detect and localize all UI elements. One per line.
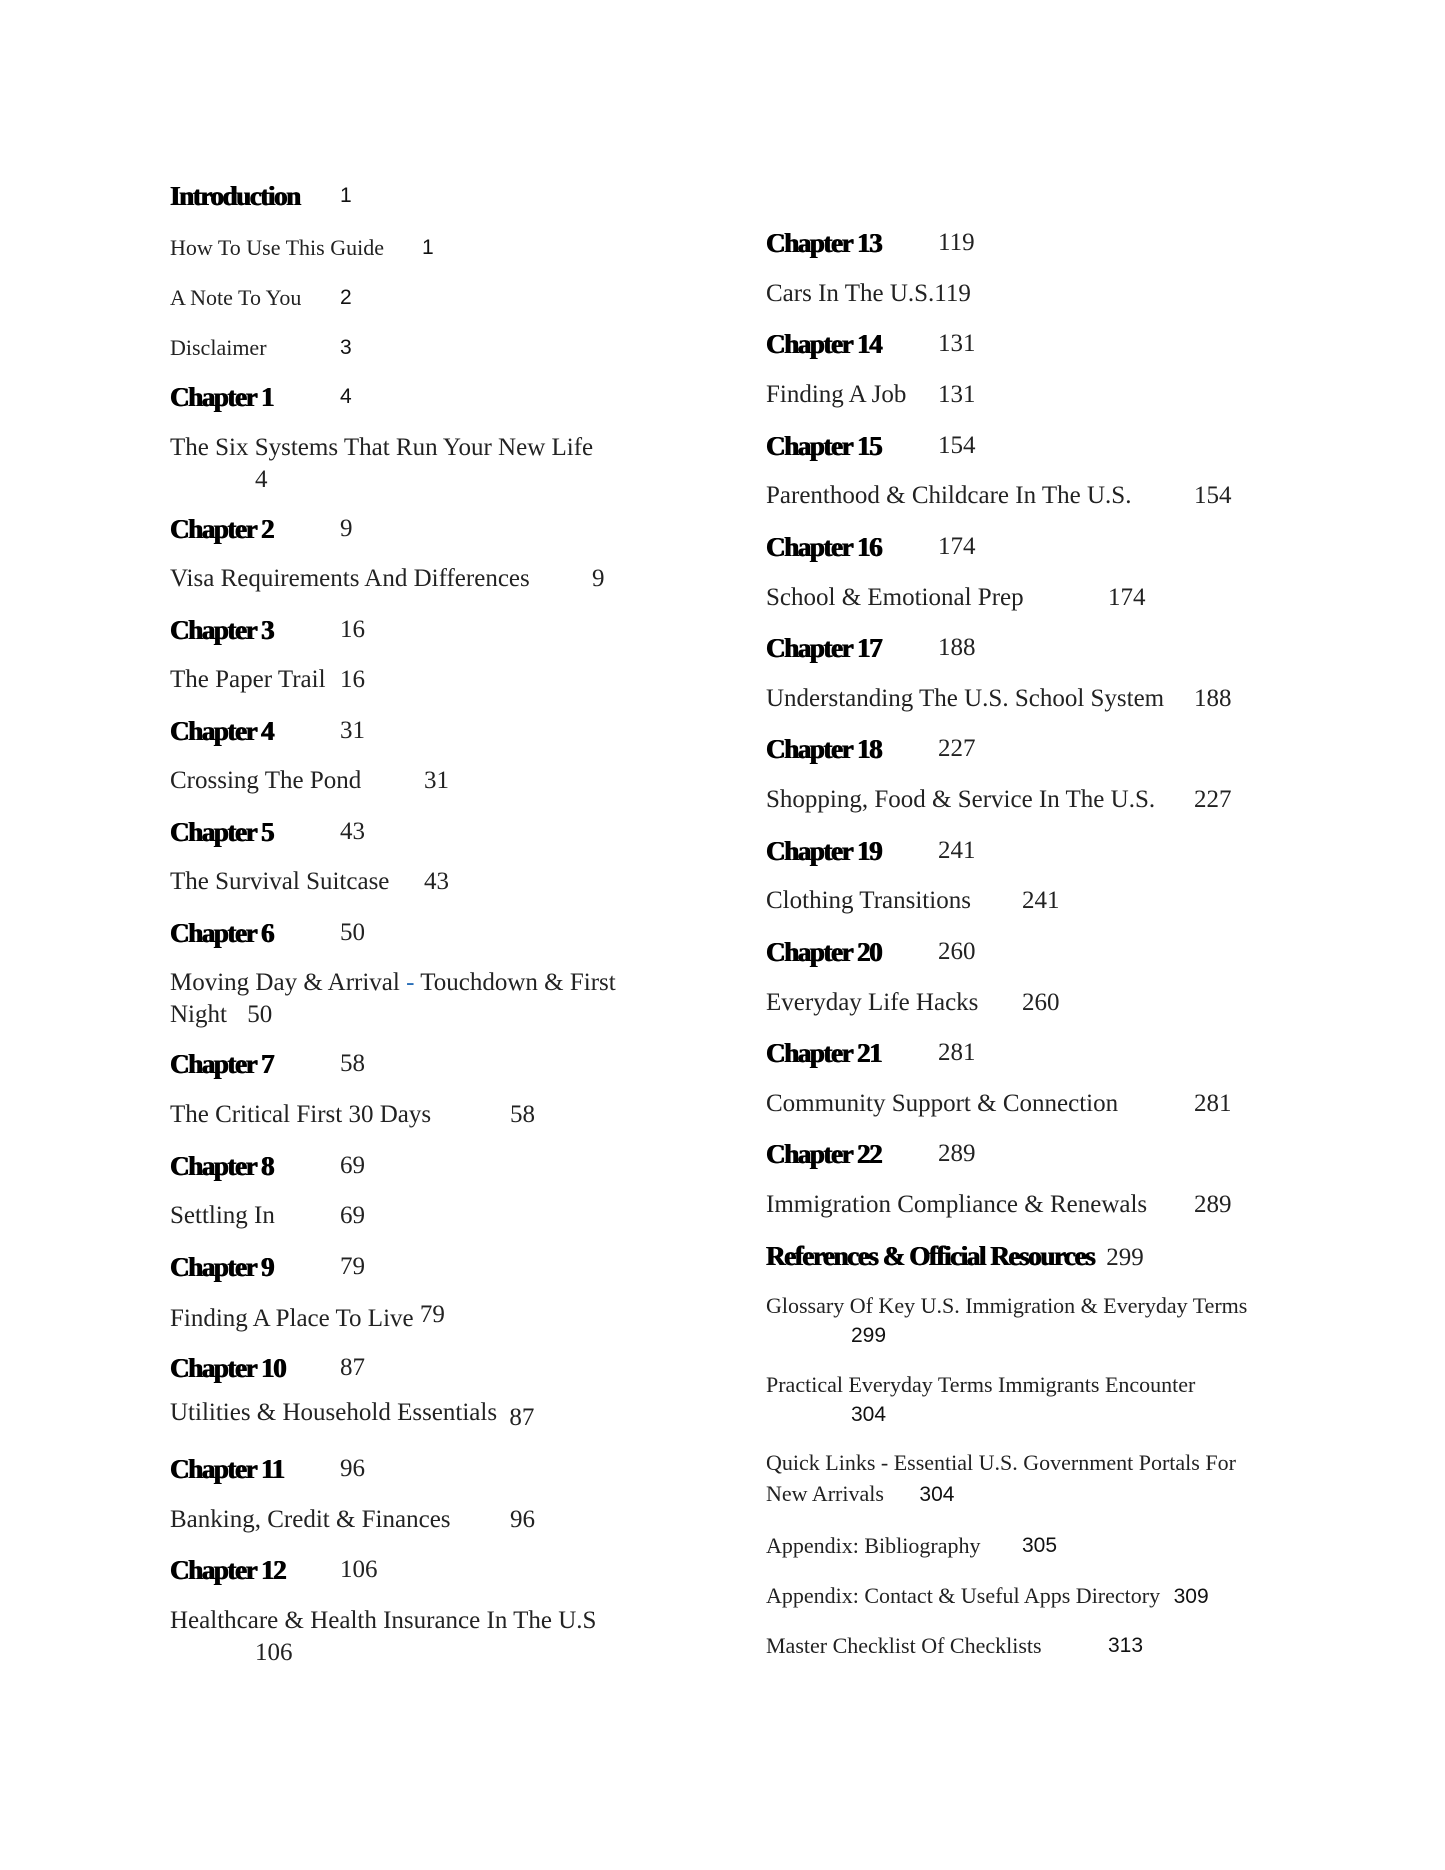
toc-page-number: 313 [1108,1634,1144,1657]
toc-page-number: 106 [255,1639,293,1666]
toc-page-number: 131 [938,381,976,408]
toc-page-number: 305 [1022,1534,1058,1557]
toc-page-number: 79 [419,1301,445,1328]
toc-entry-title: Clothing Transitions [766,887,971,914]
toc-page-number: 69 [340,1202,365,1229]
toc-page-number: 174 [938,533,976,560]
toc-entry-title: Community Support & Connection [766,1090,1119,1117]
toc-page-number: 50 [340,919,365,946]
toc-entry-glossary[interactable] [766,1290,1247,1350]
toc-entry-chapter-22-title[interactable] [766,1189,1232,1221]
toc-page-number: 241 [1022,887,1060,914]
toc-page-number: 4 [340,385,352,408]
toc-heading-title: Chapter 19 [766,836,882,866]
toc-entry-chapter-13-title[interactable] [766,278,971,310]
toc-heading-chapter-5[interactable] [170,816,365,848]
toc-entry-title: Quick Links - Essential U.S. Government Portals For [766,1450,1236,1475]
toc-heading-chapter-14[interactable] [766,328,976,360]
toc-entry-chapter-9-title[interactable] [170,1303,445,1335]
toc-heading-title: Chapter 9 [170,1252,274,1282]
toc-entry-title: Utilities & Household Essentials [170,1399,498,1426]
toc-page-number: 289 [938,1140,976,1167]
toc-page-number: 281 [938,1039,976,1066]
toc-heading-title: Chapter 5 [170,817,274,847]
toc-heading-title: Chapter 22 [766,1139,882,1169]
toc-heading-chapter-1[interactable] [170,381,352,413]
toc-entry-title: Understanding The U.S. School System [766,685,1165,712]
toc-entry-chapter-18-title[interactable] [766,784,1232,816]
toc-page-number: 119 [938,229,975,256]
toc-entry-bibliography[interactable] [766,1530,1058,1562]
toc-heading-chapter-12[interactable] [170,1554,378,1586]
toc-heading-chapter-6[interactable] [170,917,365,949]
toc-heading-title: Chapter 3 [170,615,274,645]
toc-entry-master-checklist[interactable] [766,1630,1144,1662]
toc-entry-title-continued: Night [170,1001,227,1028]
toc-entry-chapter-11-title[interactable] [170,1504,535,1536]
toc-entry-chapter-15-title[interactable] [766,480,1232,512]
toc-heading-title: Chapter 21 [766,1038,882,1068]
toc-entry-quick-links[interactable] [766,1447,1236,1510]
toc-heading-chapter-17[interactable] [766,632,976,664]
toc-entry-chapter-3-title[interactable] [170,664,365,696]
toc-entry-chapter-17-title[interactable] [766,683,1232,715]
toc-entry-contact-apps[interactable] [766,1580,1209,1613]
toc-page-number: 241 [938,837,976,864]
toc-page-number: 154 [1194,482,1232,509]
toc-heading-title: Chapter 2 [170,514,274,544]
toc-heading-chapter-11[interactable] [170,1453,365,1485]
toc-entry-title: Appendix: Bibliography [766,1533,981,1558]
toc-entry-how-to-use[interactable] [170,232,434,264]
toc-entry-practical-terms[interactable] [766,1369,1195,1429]
toc-page-number: 31 [340,717,365,744]
toc-page-number: 154 [938,432,976,459]
toc-entry-title: The Paper Trail [170,666,326,693]
toc-page-number: 4 [255,466,268,493]
toc-heading-title: Chapter 11 [170,1454,284,1484]
toc-heading-references[interactable] [766,1240,1144,1274]
toc-heading-title: Chapter 18 [766,734,882,764]
toc-heading-title: Chapter 20 [766,937,882,967]
toc-heading-title: References & Official Resources [766,1241,1095,1271]
toc-page-number: 43 [424,868,449,895]
toc-heading-chapter-20[interactable] [766,936,976,968]
toc-heading-title: Chapter 14 [766,329,882,359]
toc-entry-title: Crossing The Pond [170,767,362,794]
toc-page-number: 289 [1194,1191,1232,1218]
toc-page-number: 1 [422,236,434,259]
toc-page-number: 79 [340,1253,365,1280]
toc-heading-title: Chapter 1 [170,382,274,412]
toc-heading-chapter-16[interactable] [766,531,976,563]
toc-entry-title: The Critical First 30 Days [170,1101,432,1128]
toc-heading-introduction[interactable] [170,180,352,212]
toc-heading-title: Chapter 13 [766,228,882,258]
toc-heading-chapter-13[interactable] [766,227,975,259]
toc-heading-chapter-9[interactable] [170,1251,365,1283]
toc-entry-chapter-7-title[interactable] [170,1099,535,1131]
toc-page-number: 119 [934,280,971,307]
toc-entry-title: The Six Systems That Run Your New Life [170,434,594,461]
toc-page-number: 299 [1106,1244,1144,1271]
toc-page-number: 16 [340,616,365,643]
toc-page-number: 16 [340,666,365,693]
toc-entry-title-continued: New Arrivals [766,1481,884,1506]
toc-entry-chapter-5-title[interactable] [170,866,449,898]
toc-entry-chapter-16-title[interactable] [766,582,1146,614]
toc-heading-chapter-4[interactable] [170,715,365,747]
toc-entry-chapter-4-title[interactable] [170,765,449,797]
toc-heading-title: Chapter 10 [170,1353,286,1383]
toc-entry-chapter-21-title[interactable] [766,1088,1232,1120]
toc-heading-chapter-7[interactable] [170,1048,365,1080]
toc-heading-title: Chapter 12 [170,1555,286,1585]
toc-page-number: 227 [938,735,976,762]
title-separator-dash: - [406,969,415,996]
toc-page-number: 304 [851,1403,887,1426]
toc-heading-chapter-3[interactable] [170,614,365,646]
toc-entry-title: Shopping, Food & Service In The U.S. [766,786,1156,813]
toc-page-number: 2 [340,286,352,309]
toc-entry-title-line [766,1479,1236,1510]
toc-entry-chapter-14-title[interactable] [766,379,976,411]
toc-page-number: 131 [938,330,976,357]
toc-heading-chapter-2[interactable] [170,513,353,545]
toc-entry-title: How To Use This Guide [170,235,384,260]
toc-page-number: 188 [938,634,976,661]
toc-page-number: 1 [340,184,352,207]
toc-page-number: 304 [919,1483,955,1506]
toc-entry-title-continued: Touchdown & First [420,969,616,996]
toc-entry-title: Appendix: Contact & Useful Apps Directory [766,1583,1161,1608]
toc-heading-title: Introduction [170,181,300,211]
toc-entry-title-line [170,967,616,999]
toc-entry-title: Cars In The U.S. [766,280,935,307]
toc-page-number: 96 [340,1455,365,1482]
toc-page-number: 31 [424,767,449,794]
toc-entry-title: Settling In [170,1202,275,1229]
toc-entry-title: Healthcare & Health Insurance In The U.S [170,1607,597,1634]
toc-heading-title: Chapter 4 [170,716,274,746]
toc-heading-title: Chapter 16 [766,532,882,562]
toc-page-number: 9 [592,565,605,592]
toc-heading-chapter-19[interactable] [766,835,976,867]
toc-entry-note-to-you[interactable] [170,282,352,314]
toc-entry-title: A Note To You [170,285,302,310]
toc-page-number: 58 [510,1101,535,1128]
toc-heading-chapter-22[interactable] [766,1138,976,1170]
toc-heading-title: Chapter 8 [170,1151,274,1181]
toc-entry-title: Banking, Credit & Finances [170,1506,451,1533]
toc-entry-title: Immigration Compliance & Renewals [766,1191,1148,1218]
toc-heading-title: Chapter 17 [766,633,882,663]
toc-page-number: 58 [340,1050,365,1077]
toc-page-number: 87 [509,1404,535,1431]
toc-entry-chapter-10-title[interactable] [170,1397,534,1429]
toc-page-number: 260 [1022,989,1060,1016]
toc-heading-chapter-18[interactable] [766,733,976,765]
toc-page-number: 260 [938,938,976,965]
toc-entry-title: Glossary Of Key U.S. Immigration & Everyday Terms [766,1293,1248,1318]
toc-entry-chapter-8-title[interactable] [170,1200,365,1232]
toc-entry-title-line [170,999,616,1031]
toc-entry-chapter-12-title[interactable] [170,1605,596,1669]
toc-page-number: 299 [851,1324,887,1347]
toc-page-number: 96 [510,1506,535,1533]
toc-page-number: 188 [1194,685,1232,712]
toc-entry-chapter-19-title[interactable] [766,885,1060,917]
toc-page-number: 69 [340,1152,365,1179]
toc-entry-title: Finding A Place To Live [170,1305,414,1332]
toc-heading-chapter-10[interactable] [170,1352,365,1384]
toc-entry-title: Practical Everyday Terms Immigrants Encounter [766,1372,1196,1397]
toc-heading-title: Chapter 6 [170,918,274,948]
toc-page-number: 309 [1173,1585,1209,1608]
toc-heading-title: Chapter 15 [766,431,882,461]
toc-page-number: 174 [1108,584,1146,611]
toc-entry-title: Finding A Job [766,381,907,408]
toc-entry-title: The Survival Suitcase [170,868,390,895]
toc-heading-chapter-21[interactable] [766,1037,976,1069]
toc-entry-title: Moving Day & Arrival [170,969,400,996]
toc-page-number: 87 [340,1354,365,1381]
toc-entry-title: Master Checklist Of Checklists [766,1633,1042,1658]
toc-entry-chapter-6-title[interactable] [170,967,616,1031]
toc-page-number: 281 [1194,1090,1232,1117]
toc-heading-chapter-8[interactable] [170,1150,365,1182]
toc-entry-chapter-1-title[interactable] [170,432,593,496]
toc-heading-title: Chapter 7 [170,1049,274,1079]
toc-page-number: 3 [340,336,352,359]
toc-entry-chapter-2-title[interactable] [170,563,605,595]
toc-page-number: 50 [247,1001,273,1028]
toc-entry-title: Visa Requirements And Differences [170,565,530,592]
toc-entry-title: Everyday Life Hacks [766,989,979,1016]
toc-page-number: 43 [340,818,365,845]
toc-entry-disclaimer[interactable] [170,332,352,364]
toc-page-number: 9 [340,515,353,542]
toc-heading-chapter-15[interactable] [766,430,976,462]
toc-page-number: 106 [340,1556,378,1583]
toc-entry-chapter-20-title[interactable] [766,987,1060,1019]
toc-entry-title: Disclaimer [170,335,267,360]
toc-entry-title: Parenthood & Childcare In The U.S. [766,482,1132,509]
toc-page-number: 227 [1194,786,1232,813]
toc-entry-title: School & Emotional Prep [766,584,1024,611]
